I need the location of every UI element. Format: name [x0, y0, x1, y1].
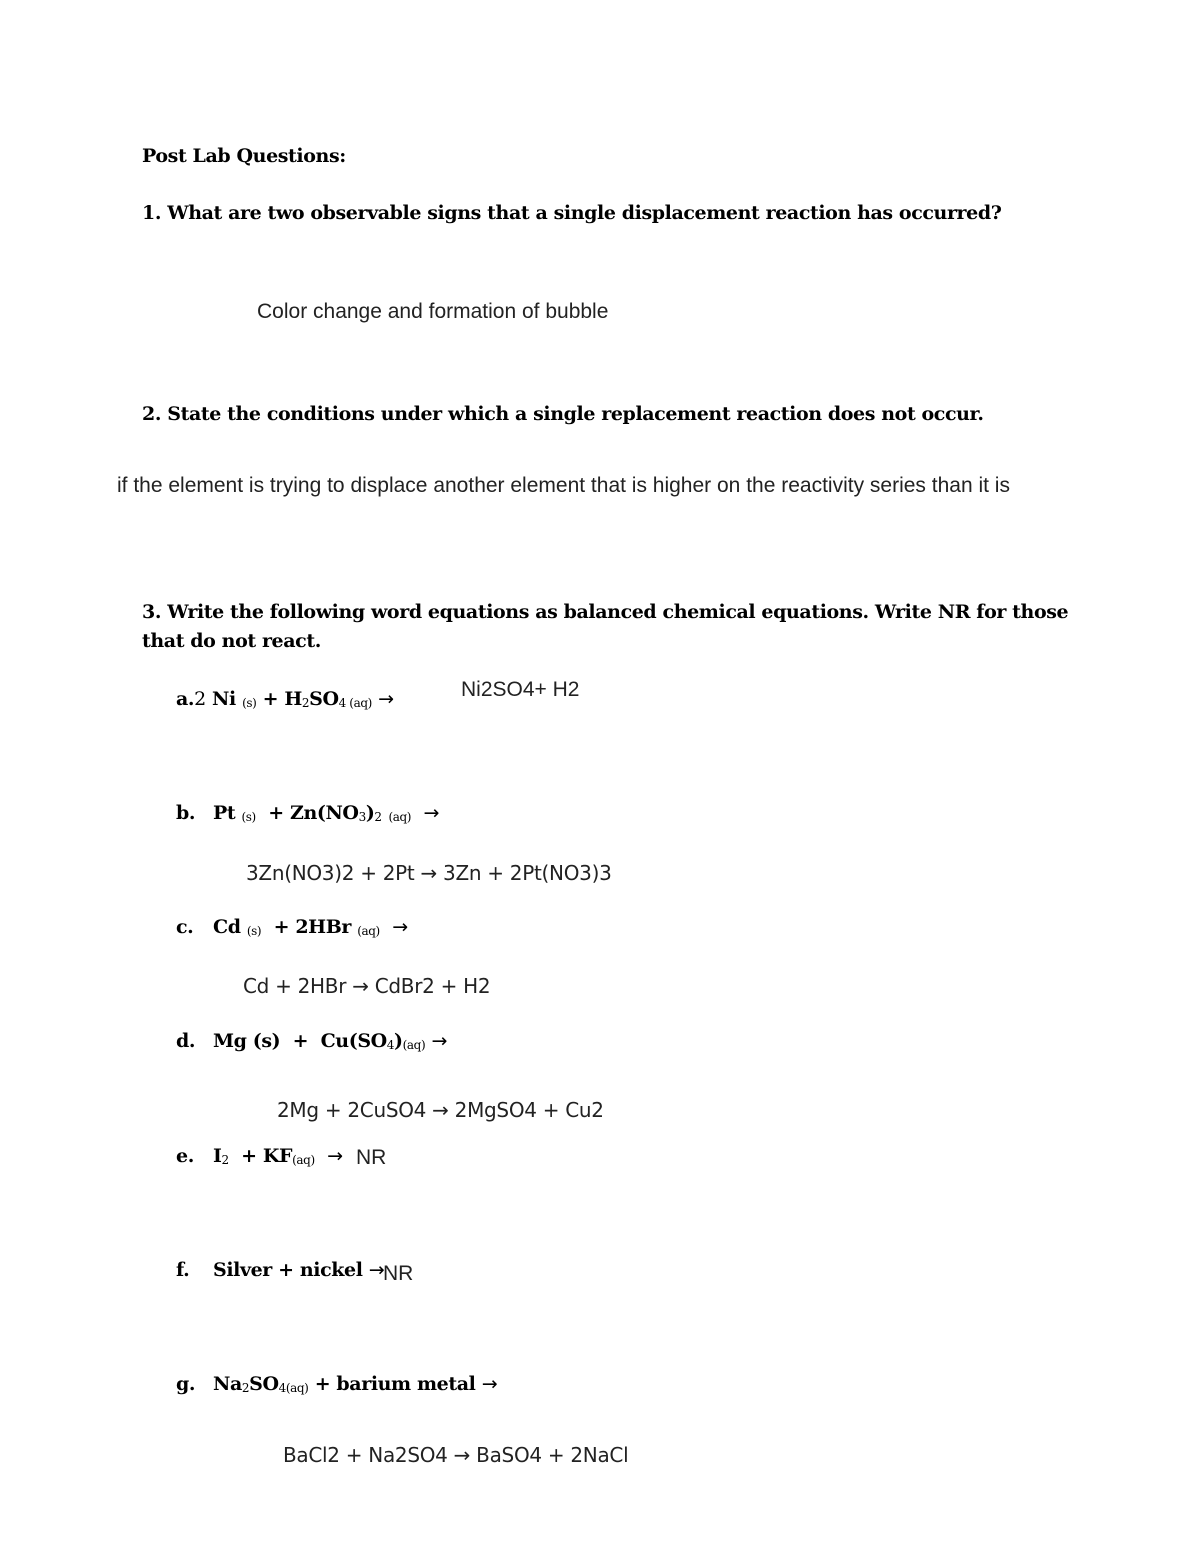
equation-g-label: g. — [176, 1373, 196, 1395]
equation-f: f. Silver + nickel → — [176, 1259, 385, 1281]
answer-f: NR — [383, 1262, 414, 1285]
question-3-line-2: that do not react. — [142, 630, 321, 652]
answer-g: BaCl2 + Na2SO4 → BaSO4 + 2NaCl — [283, 1443, 629, 1467]
equation-b: b. Pt (s) + Zn(NO3)2 (aq) → — [176, 802, 440, 824]
equation-f-text: Silver + nickel — [213, 1259, 363, 1281]
question-1: 1. What are two observable signs that a single displacement reaction has occurred? — [142, 202, 1002, 224]
equation-c: c. Cd (s) + 2HBr (aq) → — [176, 916, 408, 938]
equation-e: e. I2 + KF(aq) → — [176, 1145, 343, 1167]
equation-g: g. Na2SO4(aq) + barium metal → — [176, 1373, 498, 1395]
equation-a: a.2 Ni (s) + H2SO4 (aq) → — [176, 688, 394, 710]
question-3-line-1: 3. Write the following word equations as balanced chemical equations. Write NR for those — [142, 601, 1069, 623]
answer-b: 3Zn(NO3)2 + 2Pt → 3Zn + 2Pt(NO3)3 — [246, 861, 612, 885]
answer-e: NR — [356, 1146, 387, 1169]
equation-g-text: + barium metal — [314, 1373, 476, 1395]
answer-c: Cd + 2HBr → CdBr2 + H2 — [243, 974, 491, 998]
equation-b-label: b. — [176, 802, 196, 824]
equation-e-label: e. — [176, 1145, 194, 1167]
equation-f-label: f. — [176, 1259, 190, 1281]
answer-1: Color change and formation of bubble — [257, 300, 609, 323]
answer-2: if the element is trying to displace another element that is higher on the reactivity series than it is — [117, 474, 1010, 497]
question-2: 2. State the conditions under which a single replacement reaction does not occur. — [142, 403, 984, 425]
answer-a: Ni2SO4+ H2 — [461, 678, 580, 701]
equation-c-label: c. — [176, 916, 194, 938]
equation-a-label: a. — [176, 688, 195, 710]
page-title: Post Lab Questions: — [142, 145, 346, 167]
equation-a-prefix: 2 — [194, 688, 206, 710]
equation-d: d. Mg (s) + Cu(SO4)(aq) → — [176, 1030, 447, 1052]
equation-d-label: d. — [176, 1030, 196, 1052]
answer-d: 2Mg + 2CuSO4 → 2MgSO4 + Cu2 — [277, 1098, 604, 1122]
